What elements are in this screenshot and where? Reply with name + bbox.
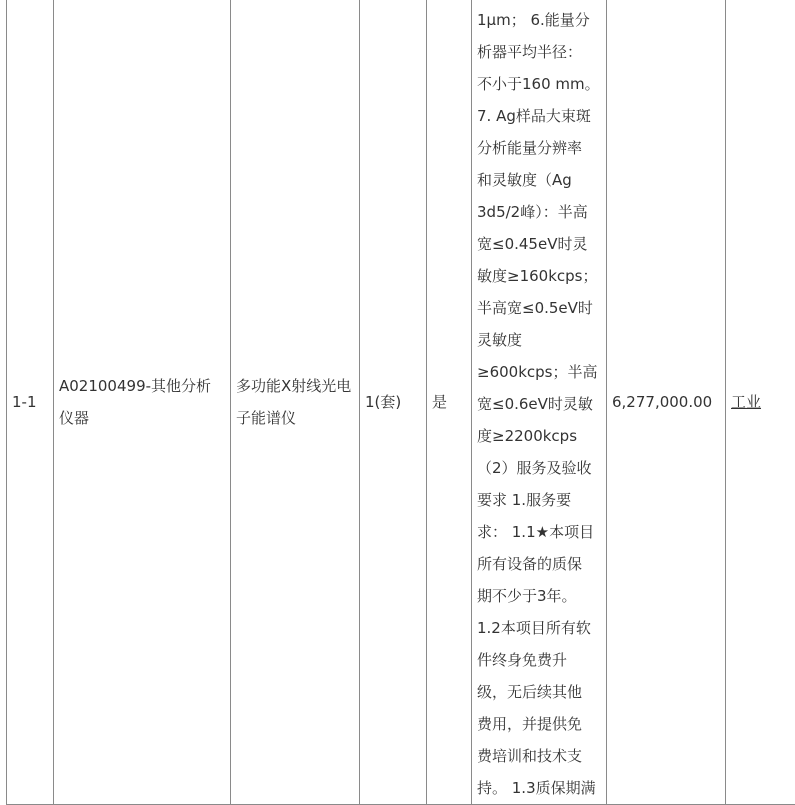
spec-line: 灵敏度 xyxy=(477,324,601,356)
spec-line: 不小于160 mm。 xyxy=(477,68,601,100)
quantity-cell xyxy=(360,0,427,805)
item-code: A02100499-其他分析仪器 xyxy=(59,377,211,427)
budget-cell xyxy=(607,0,726,805)
spec-line: 费培训和技术支 xyxy=(477,740,601,772)
spec-line: 宽≤0.6eV时灵敏 xyxy=(477,388,601,420)
spec-line: 1.2本项目所有软 xyxy=(477,612,601,644)
spec-line: 7. Ag样品大束斑 xyxy=(477,100,601,132)
spec-line: 1μm； 6.能量分 xyxy=(477,4,601,36)
row-number: 1-1 xyxy=(12,393,37,411)
spec-line: 持。 1.3质保期满 xyxy=(477,772,601,804)
row-number-cell xyxy=(7,0,54,805)
spec-line: 所有设备的质保 xyxy=(477,548,601,580)
industry-cell xyxy=(726,0,795,805)
item-code-cell xyxy=(54,0,231,805)
spec-line: 期不少于3年。 xyxy=(477,580,601,612)
procurement-table xyxy=(6,0,795,805)
spec-line: 要求 1.服务要 xyxy=(477,484,601,516)
table-row xyxy=(7,0,795,805)
industry-link[interactable]: 工业 xyxy=(731,393,761,411)
spec-line: 级，无后续其他 xyxy=(477,676,601,708)
product-name: 多功能X射线光电子能谱仪 xyxy=(236,377,351,427)
budget-amount: 6,277,000.00 xyxy=(612,393,712,411)
spec-line: 析器平均半径： xyxy=(477,36,601,68)
specification-cell xyxy=(472,0,607,805)
spec-line: 3d5/2峰）：半高 xyxy=(477,196,601,228)
product-name-cell xyxy=(231,0,360,805)
spec-line: 求： 1.1★本项目 xyxy=(477,516,601,548)
spec-line: ≥600kcps；半高 xyxy=(477,356,601,388)
spec-line: 宽≤0.45eV时灵 xyxy=(477,228,601,260)
spec-line: 分析能量分辨率 xyxy=(477,132,601,164)
spec-line: 敏度≥160kcps； xyxy=(477,260,601,292)
spec-line: 半高宽≤0.5eV时 xyxy=(477,292,601,324)
spec-line: 和灵敏度（Ag xyxy=(477,164,601,196)
spec-line: 费用，并提供免 xyxy=(477,708,601,740)
spec-line: （2）服务及验收 xyxy=(477,452,601,484)
quantity: 1(套) xyxy=(365,393,401,411)
spec-line: 度≥2200kcps xyxy=(477,420,601,452)
imported-cell xyxy=(427,0,472,805)
spec-line: 件终身免费升 xyxy=(477,644,601,676)
imported-flag: 是 xyxy=(432,393,447,411)
